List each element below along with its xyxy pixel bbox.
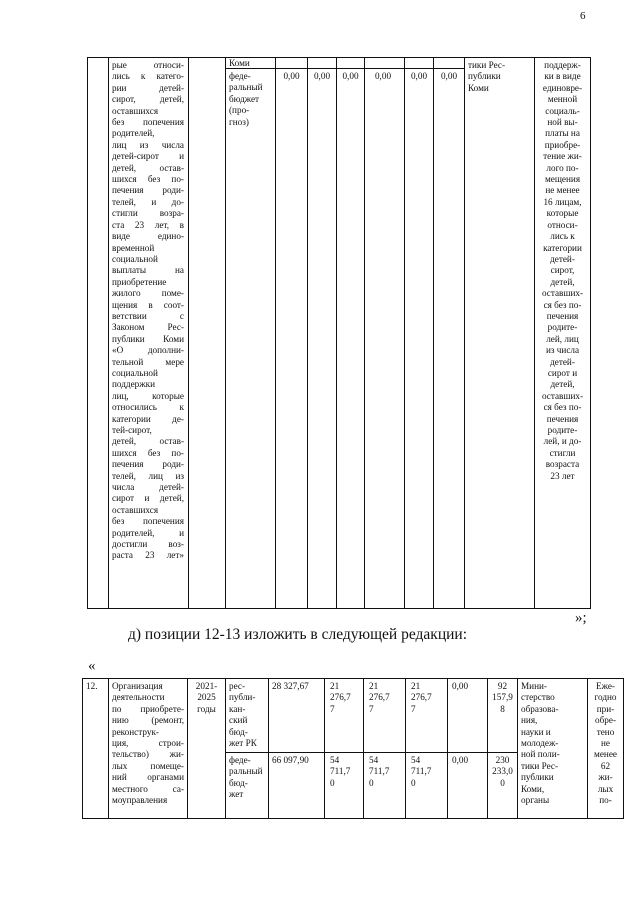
responsible-line: публики (468, 71, 501, 82)
table1-col-line (307, 57, 308, 609)
value-line: 7 (330, 703, 335, 714)
result-line: 16 лицам, (543, 196, 582, 207)
description-line: лиц из числа (112, 139, 184, 150)
value-line: 276,7 (411, 692, 432, 703)
result-line: 62 (600, 760, 611, 771)
value-line: 92 (497, 681, 508, 691)
name-line: тельство) жи- (112, 749, 184, 760)
value-line: 276,7 (369, 692, 390, 703)
responsible-line: Коми (468, 82, 489, 93)
table1-col-line (590, 57, 591, 609)
description-line: лиц, которые (112, 390, 184, 401)
result-line: сирот и (547, 367, 578, 378)
result-line: тено (596, 726, 615, 737)
responsible-line: ния, (521, 715, 538, 726)
table1-value: 0,00 (342, 71, 359, 81)
description-line: «О дополни- (112, 345, 184, 356)
description-line: детей-сирот и (112, 151, 184, 162)
position-result (588, 681, 623, 806)
table2-col-line (82, 678, 83, 819)
value-line: 230 (495, 755, 510, 765)
table1-value: 0,00 (440, 71, 458, 81)
name-line: ний органами (112, 772, 184, 783)
table1-col-line (108, 57, 109, 609)
row1-year5 (488, 681, 517, 715)
table1-col-line (188, 57, 189, 609)
description-line: рые относи- (112, 60, 184, 70)
description-line: стигли возра- (112, 208, 184, 219)
result-line: стигли (549, 447, 576, 458)
row1-source (229, 681, 268, 749)
table1-description (112, 60, 184, 562)
result-line: родите- (547, 322, 578, 333)
source-line: ский (229, 715, 248, 726)
table1-col-line (225, 57, 226, 609)
description-line: публики Коми (112, 333, 184, 344)
result-line: ной вы- (547, 117, 578, 128)
table1-value: 0,00 (410, 71, 428, 81)
responsible-line: образова- (521, 703, 559, 714)
name-line: нию (ремонт, (112, 715, 184, 726)
row1-total: 28 327,67 (272, 681, 309, 691)
result-line: оставших- (541, 288, 584, 299)
table1-value: 0,00 (283, 71, 300, 81)
description-line: социальной (112, 367, 158, 378)
value-line: 54 (330, 755, 340, 765)
result-line: жи- (598, 772, 613, 783)
opening-quote: « (88, 658, 96, 674)
description-line: шихся без по- (112, 447, 184, 458)
value-line: 0 (411, 777, 416, 788)
responsible-line: Коми, (521, 783, 545, 794)
result-line: родите- (547, 425, 578, 435)
result-line: единовре- (542, 82, 583, 93)
name-line: местного са- (112, 783, 184, 794)
result-line: тение жи- (543, 151, 582, 162)
value-line: 54 (369, 755, 379, 765)
source-line: гноз) (229, 116, 249, 127)
row1-year4: 0,00 (452, 681, 469, 691)
result-line: менее (594, 749, 617, 760)
description-line: ста 23 лет, в (112, 219, 184, 230)
source-line: (про- (229, 105, 250, 116)
table1-value: 0,00 (313, 71, 331, 81)
closing-quote: »; (575, 610, 587, 626)
table2-col-line (268, 678, 269, 819)
position-number: 12. (86, 681, 98, 691)
source-line: рес- (229, 681, 246, 691)
result-line: лей, лиц (546, 333, 579, 344)
row2-year1 (330, 755, 350, 789)
page-number: 6 (580, 10, 586, 22)
description-line: щения в соот- (112, 299, 184, 310)
result-line: платы на (545, 128, 580, 139)
value-line: 711,7 (369, 766, 390, 777)
value-line: 0 (330, 777, 335, 788)
description-line: детей, остав- (112, 162, 184, 173)
result-line: поддерж- (544, 60, 581, 70)
value-line: 276,7 (330, 692, 351, 703)
description-line: сирот, детей, (112, 94, 184, 105)
description-line: достигли воз- (112, 539, 184, 550)
result-line: из числа (545, 345, 580, 356)
table2-col-line (447, 678, 448, 819)
name-line: Организация (112, 681, 163, 691)
table1-col-line (404, 57, 405, 609)
responsible-line: молодеж- (521, 738, 559, 749)
value-line: 7 (411, 703, 416, 714)
value-line: 21 (369, 681, 379, 691)
source-line: ральный (229, 766, 263, 777)
table2-col-line (517, 678, 518, 819)
description-line: лись к катего- (112, 71, 184, 82)
description-line: шихся без по- (112, 174, 184, 185)
position-responsible (521, 681, 587, 806)
responsible-line: тики Рес- (521, 760, 559, 771)
description-line: оставшихся (112, 504, 159, 515)
value-line: 0 (369, 777, 374, 788)
result-line: сирот, (550, 265, 575, 276)
result-line: ки в виде (544, 71, 581, 82)
table2-bottom-border (82, 818, 624, 819)
description-line: виде едино- (112, 231, 184, 242)
result-line: которые (546, 208, 579, 219)
description-line: сирот и детей, (112, 493, 184, 504)
source-line: бюд- (229, 726, 248, 737)
table2-col-line (363, 678, 364, 819)
table2-col-line (324, 678, 325, 819)
responsible-line: публики (521, 772, 554, 783)
table1-source-top: Коми (229, 58, 250, 68)
result-line: печения (546, 413, 579, 424)
source-line: ральный (229, 82, 263, 93)
description-line: выплаты на (112, 265, 184, 276)
description-line: без попечения (112, 117, 184, 128)
responsible-line: стерство (521, 692, 555, 703)
period-line: 2025 (197, 692, 216, 703)
row2-year2 (369, 755, 389, 789)
table1-col-line (364, 57, 365, 609)
description-line: раста 23 лет» (112, 550, 184, 561)
responsible-line: науки и (521, 726, 551, 737)
result-line: лей, и до- (543, 436, 582, 447)
row2-source (229, 755, 268, 801)
description-line: жилого поме- (112, 288, 184, 299)
value-line: 0 (500, 777, 505, 788)
row1-year3 (411, 681, 432, 715)
description-line: без попечения (112, 516, 184, 527)
result-line: Еже- (596, 681, 615, 691)
source-line: феде- (229, 755, 251, 765)
description-line: оставшихся (112, 105, 159, 116)
result-line: категории (543, 242, 582, 253)
source-line: бюд- (229, 777, 248, 788)
source-line: феде- (229, 71, 251, 81)
name-line: лых помеще- (112, 760, 184, 771)
source-line: бюджет (229, 93, 260, 104)
result-line: лись к (550, 231, 575, 242)
result-line: лого по- (546, 162, 579, 173)
result-line: детей- (550, 356, 575, 367)
result-line: возраста (545, 459, 580, 470)
description-line: категории де- (112, 413, 184, 424)
table1-source-divider (226, 68, 464, 69)
name-line: ция, строи- (112, 738, 184, 749)
value-line: 8 (500, 703, 505, 714)
result-line: 23 лет (550, 470, 575, 481)
table1-value: 0,00 (374, 71, 392, 81)
result-line: менной (547, 94, 578, 105)
table2-top-border (82, 678, 624, 679)
result-line: ся без по- (543, 402, 582, 413)
row2-total: 66 097,90 (272, 755, 309, 765)
row1-year2 (369, 681, 390, 715)
value-line: 233,0 (492, 766, 513, 777)
name-line: деятельности (112, 692, 165, 703)
table2-col-line (108, 678, 109, 819)
source-line: жет РК (229, 738, 257, 749)
value-line: 21 (411, 681, 421, 691)
description-line: рии детей- (112, 82, 184, 93)
name-line: по приобрете- (112, 703, 184, 714)
result-line: годно (594, 692, 617, 703)
period-line: годы (197, 703, 216, 714)
table1-col-line (433, 57, 434, 609)
result-line: по- (599, 795, 612, 806)
result-line: детей, (550, 276, 575, 287)
description-line: печения роди- (112, 459, 184, 470)
description-line: телей, лиц из (112, 470, 184, 481)
responsible-line: ной поли- (521, 749, 560, 760)
table1-col-line (87, 57, 88, 609)
table1-col-line (275, 57, 276, 609)
row2-year4: 0,00 (452, 755, 469, 765)
source-line: кан- (229, 703, 246, 714)
row2-year5 (488, 755, 517, 789)
result-line: относи- (547, 219, 578, 230)
description-line: родителей, (112, 128, 155, 139)
table2-col-line (405, 678, 406, 819)
description-line: ветствии с (112, 310, 184, 321)
table2-col-line (623, 678, 624, 819)
source-line: жет (229, 789, 244, 800)
result-line: детей, (550, 379, 575, 390)
description-line: детей, остав- (112, 436, 184, 447)
result-line: приобре- (544, 139, 581, 150)
table1-col-line (464, 57, 465, 609)
table1-top-border (87, 57, 591, 58)
position-period (188, 681, 225, 715)
result-line: оставших- (541, 390, 584, 401)
table1-col-line (336, 57, 337, 609)
name-line: реконструк- (112, 726, 159, 737)
result-line: лых (597, 783, 614, 794)
result-line: печения (546, 310, 579, 321)
position-name (112, 681, 184, 806)
responsible-line: тики Рес- (468, 60, 506, 70)
description-line: тей-сирот, (112, 425, 152, 435)
description-line: родителей, и (112, 527, 184, 538)
period-line: 2021- (195, 681, 218, 691)
description-line: тельной мере (112, 356, 184, 367)
result-line: социаль- (545, 105, 580, 116)
result-line: обре- (595, 715, 616, 726)
result-line: детей- (550, 253, 575, 264)
result-line: при- (596, 703, 615, 714)
description-line: Законом Рес- (112, 322, 184, 333)
description-line: социальной (112, 253, 158, 264)
value-line: 157,9 (492, 692, 513, 703)
source-line: публи- (229, 692, 256, 703)
row1-year1 (330, 681, 351, 715)
description-line: числа детей- (112, 482, 184, 493)
result-line: не менее (545, 185, 580, 196)
value-line: 54 (411, 755, 421, 765)
description-line: приобретение (112, 276, 167, 287)
description-line: телей, и до- (112, 196, 184, 207)
value-line: 711,7 (411, 766, 432, 777)
value-line: 21 (330, 681, 340, 691)
result-line: не (601, 738, 610, 749)
description-line: временной (112, 242, 155, 253)
table1-responsible (468, 60, 534, 94)
result-line: ся без по- (543, 299, 582, 310)
table1-bottom-border (87, 608, 591, 609)
table1-source (229, 71, 274, 128)
table1-result (535, 60, 590, 482)
value-line: 7 (369, 703, 374, 714)
description-line: печения роди- (112, 185, 184, 196)
result-line: мещения (544, 174, 581, 185)
row2-year3 (411, 755, 431, 789)
responsible-line: Мини- (521, 681, 547, 691)
table2-col-line (225, 678, 226, 819)
section-heading: д) позиции 12-13 изложить в следующей редакции: (128, 626, 468, 643)
description-line: поддержки (112, 379, 155, 390)
value-line: 711,7 (330, 766, 351, 777)
description-line: относились к (112, 402, 184, 413)
responsible-line: органы (521, 795, 550, 806)
name-line: моуправления (112, 795, 168, 806)
